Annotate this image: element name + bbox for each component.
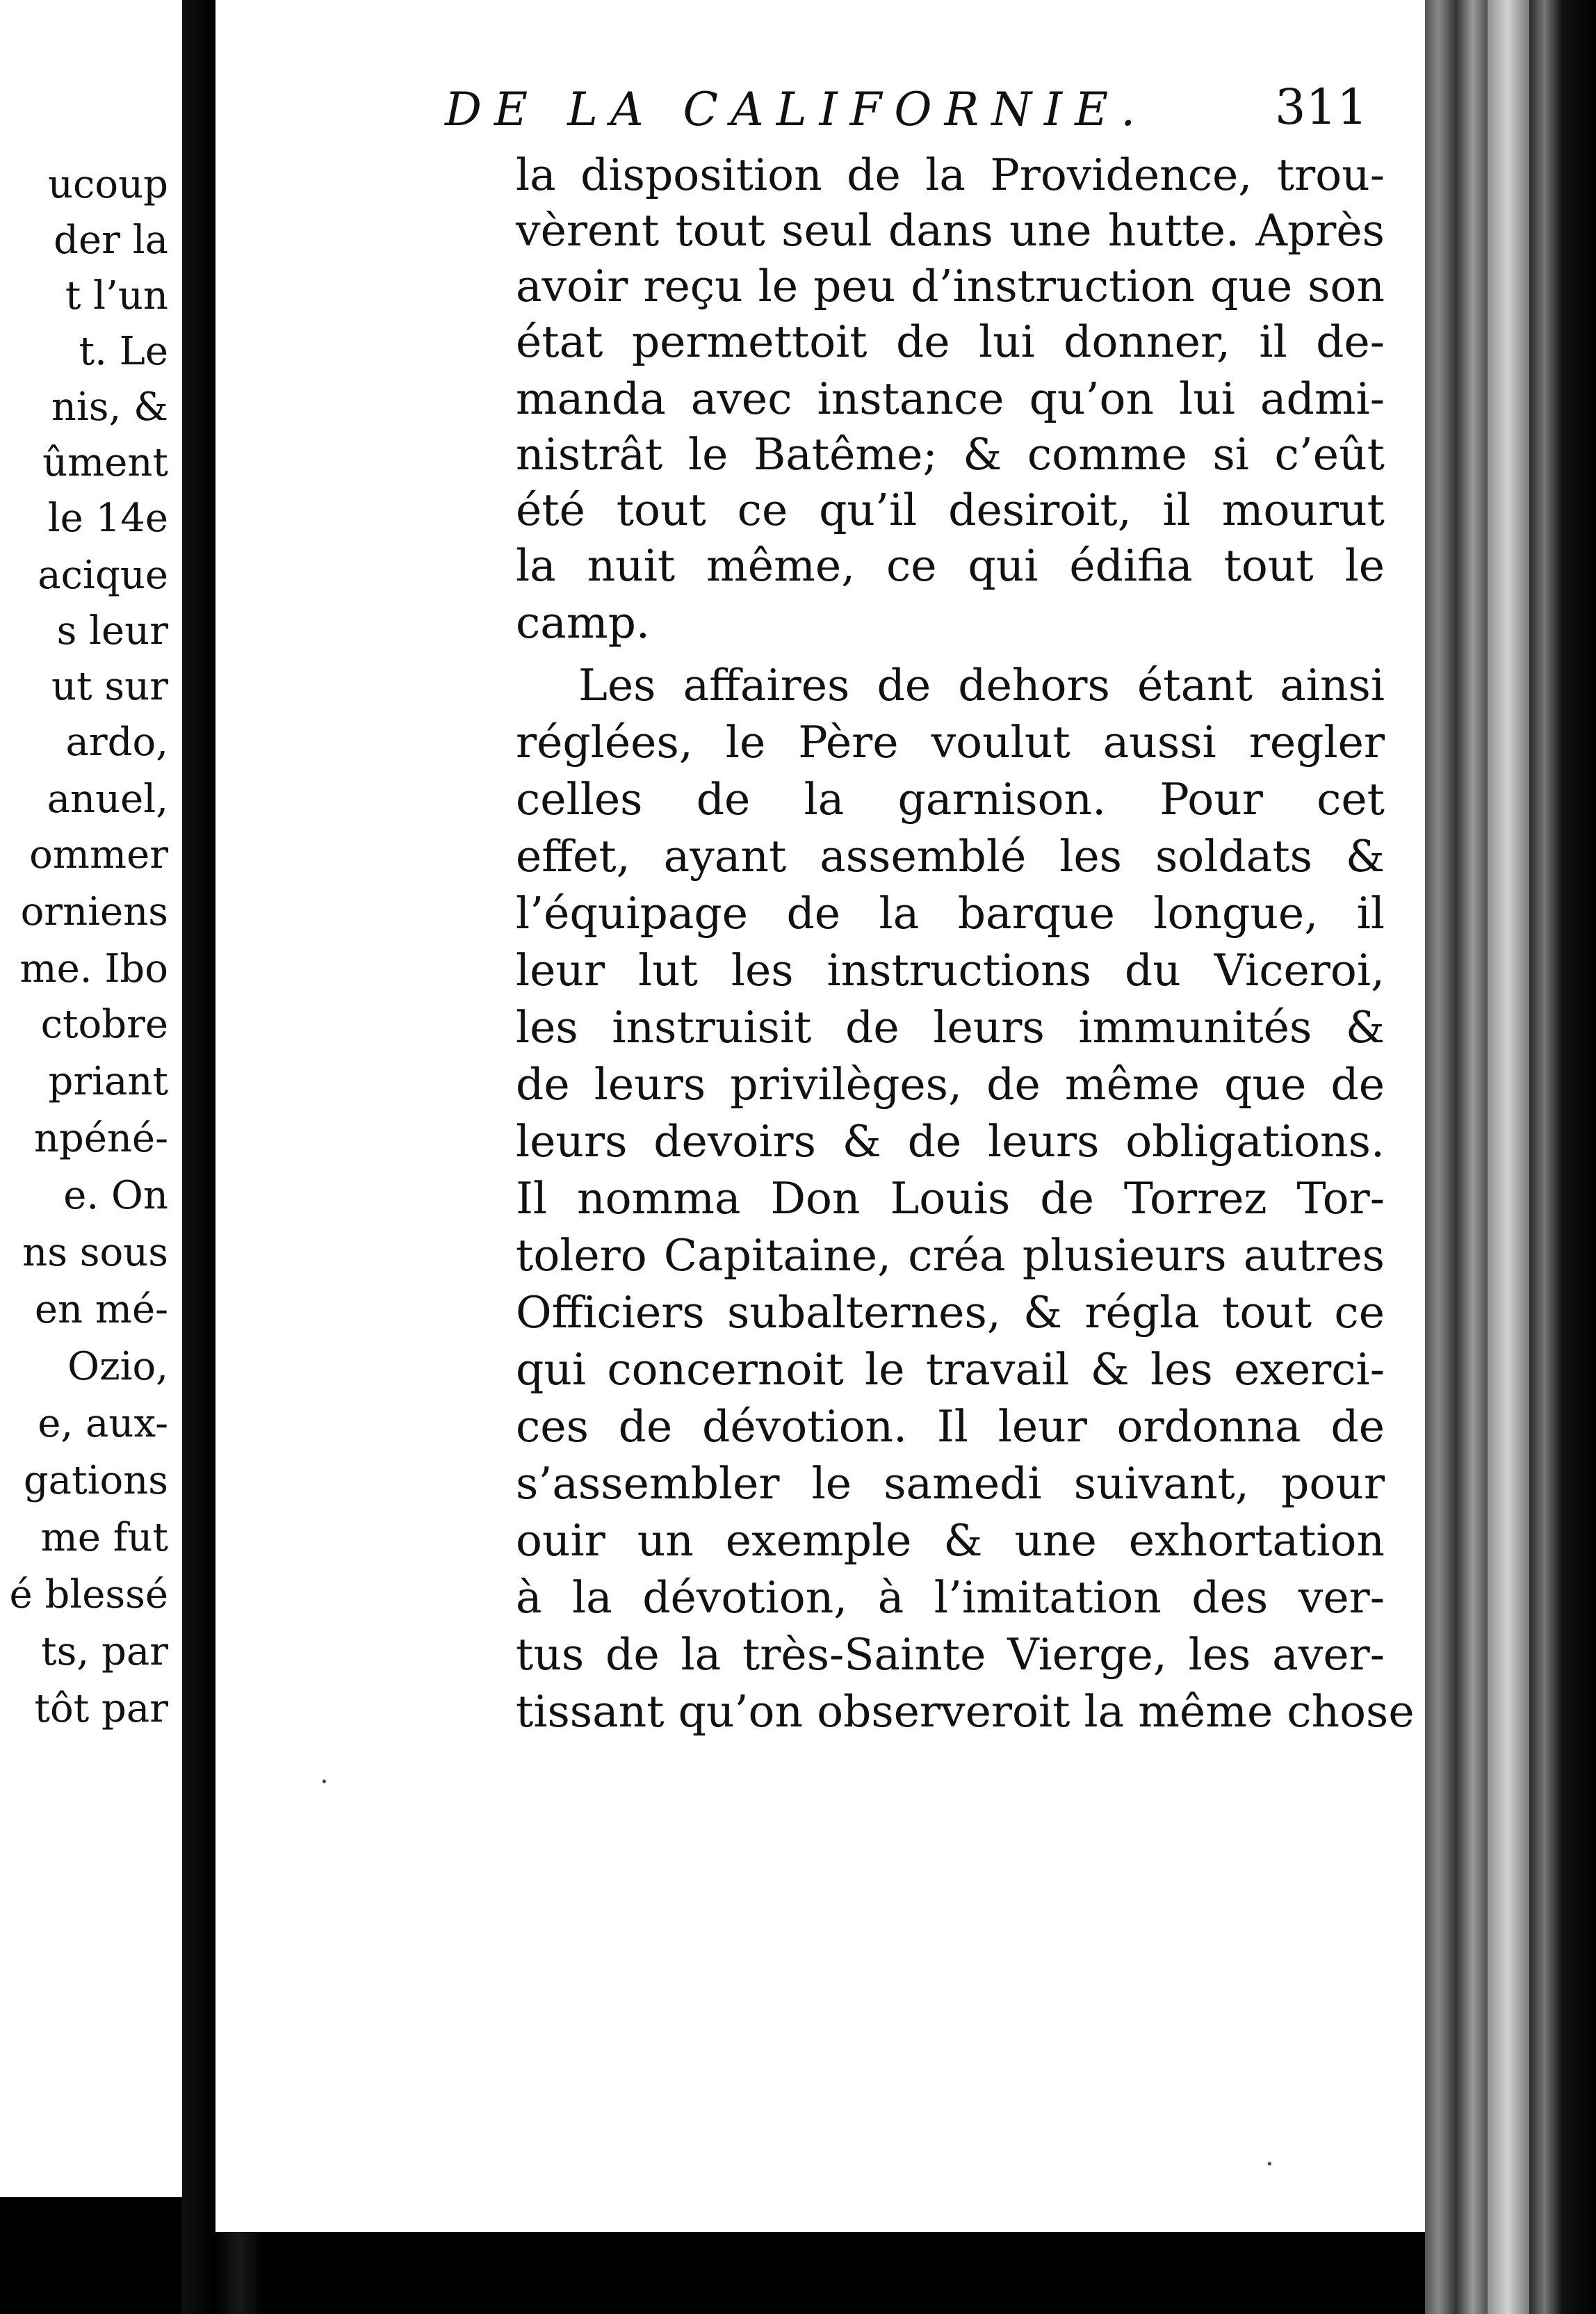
left-page-line: ctobre [40,1002,168,1047]
body-line: été tout ce qu’il desiroit, il mourut [516,485,1385,535]
body-line: Officiers subalternes, & régla tout ce [516,1287,1385,1338]
body-line: de leurs privilèges, de même que de [516,1059,1385,1110]
left-page-line: ommer [29,832,168,877]
paragraph-first-line: Les affaires de dehors étant ainsi [578,660,1385,711]
left-page-line: anuel, [47,777,168,822]
body-line: la disposition de la Providence, trou- [516,149,1385,200]
left-page-line: ts, par [41,1629,168,1674]
body-line: nistrât le Batême; & comme si c’eût [516,429,1385,480]
body-line: tissant qu’on observeroit la même chose [516,1686,1415,1737]
left-page-line: e. On [63,1173,168,1218]
left-page-line: gations [23,1458,168,1503]
left-page-line: me fut [40,1515,168,1560]
left-page-line: orniens [20,889,168,934]
left-page-line: der la [54,218,168,263]
body-line: l’équipage de la barque longue, il [516,888,1385,939]
left-page-line: acique [38,553,168,598]
left-page-line: e, aux- [38,1401,168,1446]
left-page-line: ns sous [22,1230,168,1275]
left-page-line: nis, & [51,385,168,430]
body-line: qui concernoit le travail & les exerci- [516,1344,1385,1395]
body-line: leurs devoirs & de leurs obligations. [516,1116,1385,1167]
body-line: tolero Capitaine, créa plusieurs autres [516,1230,1385,1281]
left-page-line: npéné- [33,1116,168,1161]
ink-speck: · [320,1766,329,1798]
left-page-line: tôt par [34,1686,168,1731]
left-page-line: priant [48,1059,168,1104]
left-page-line: le 14e [47,496,168,541]
body-line: Il nomma Don Louis de Torrez Tor- [516,1173,1385,1224]
body-line: ces de dévotion. Il leur ordonna de [516,1401,1385,1452]
left-page-line: ut sur [51,664,168,709]
body-line: réglées, le Père voulut aussi regler [516,717,1385,768]
body-line: effet, ayant assemblé les soldats & [516,831,1385,882]
body-line: état permettoit de lui donner, il de- [516,316,1385,367]
left-page-line: t. Le [79,329,168,374]
left-page-line: t l’un [65,273,168,318]
page-number: 311 [1275,79,1368,136]
body-line: avoir reçu le peu d’instruction que son [516,261,1385,312]
running-head: DE LA CALIFORNIE. [445,83,1148,136]
left-page-line: s leur [56,608,168,654]
left-page-line: ûment [42,440,168,485]
body-line: leur lut les instructions du Viceroi, [516,945,1385,996]
body-line: à la dévotion, à l’imitation des ver- [516,1572,1385,1623]
body-line: s’assembler le samedi suivant, pour [516,1458,1385,1509]
book-page [215,0,1460,2232]
left-page-line: me. Ibo [19,946,168,992]
page-edges-highlight [1488,0,1529,2314]
left-page-line: Ozio, [67,1344,168,1389]
body-line: la nuit même, ce qui édifia tout le [516,540,1385,591]
ink-speck: · [1265,2149,1274,2180]
left-page-line: ucoup [47,162,168,207]
left-page-line: é blessé [9,1572,168,1617]
left-page-line: en mé- [34,1287,168,1332]
body-line: camp. [516,597,650,648]
body-line: les instruisit de leurs immunités & [516,1002,1385,1053]
body-line: manda avec instance qu’on lui admi- [516,373,1385,424]
body-line: vèrent tout seul dans une hutte. Après [516,205,1385,256]
previous-page-fragment [0,0,185,2197]
body-line: celles de la garnison. Pour cet [516,774,1385,825]
left-page-line: ardo, [65,720,168,765]
body-line: ouir un exemple & une exhortation [516,1515,1385,1566]
body-line: tus de la très-Sainte Vierge, les aver- [516,1629,1385,1680]
